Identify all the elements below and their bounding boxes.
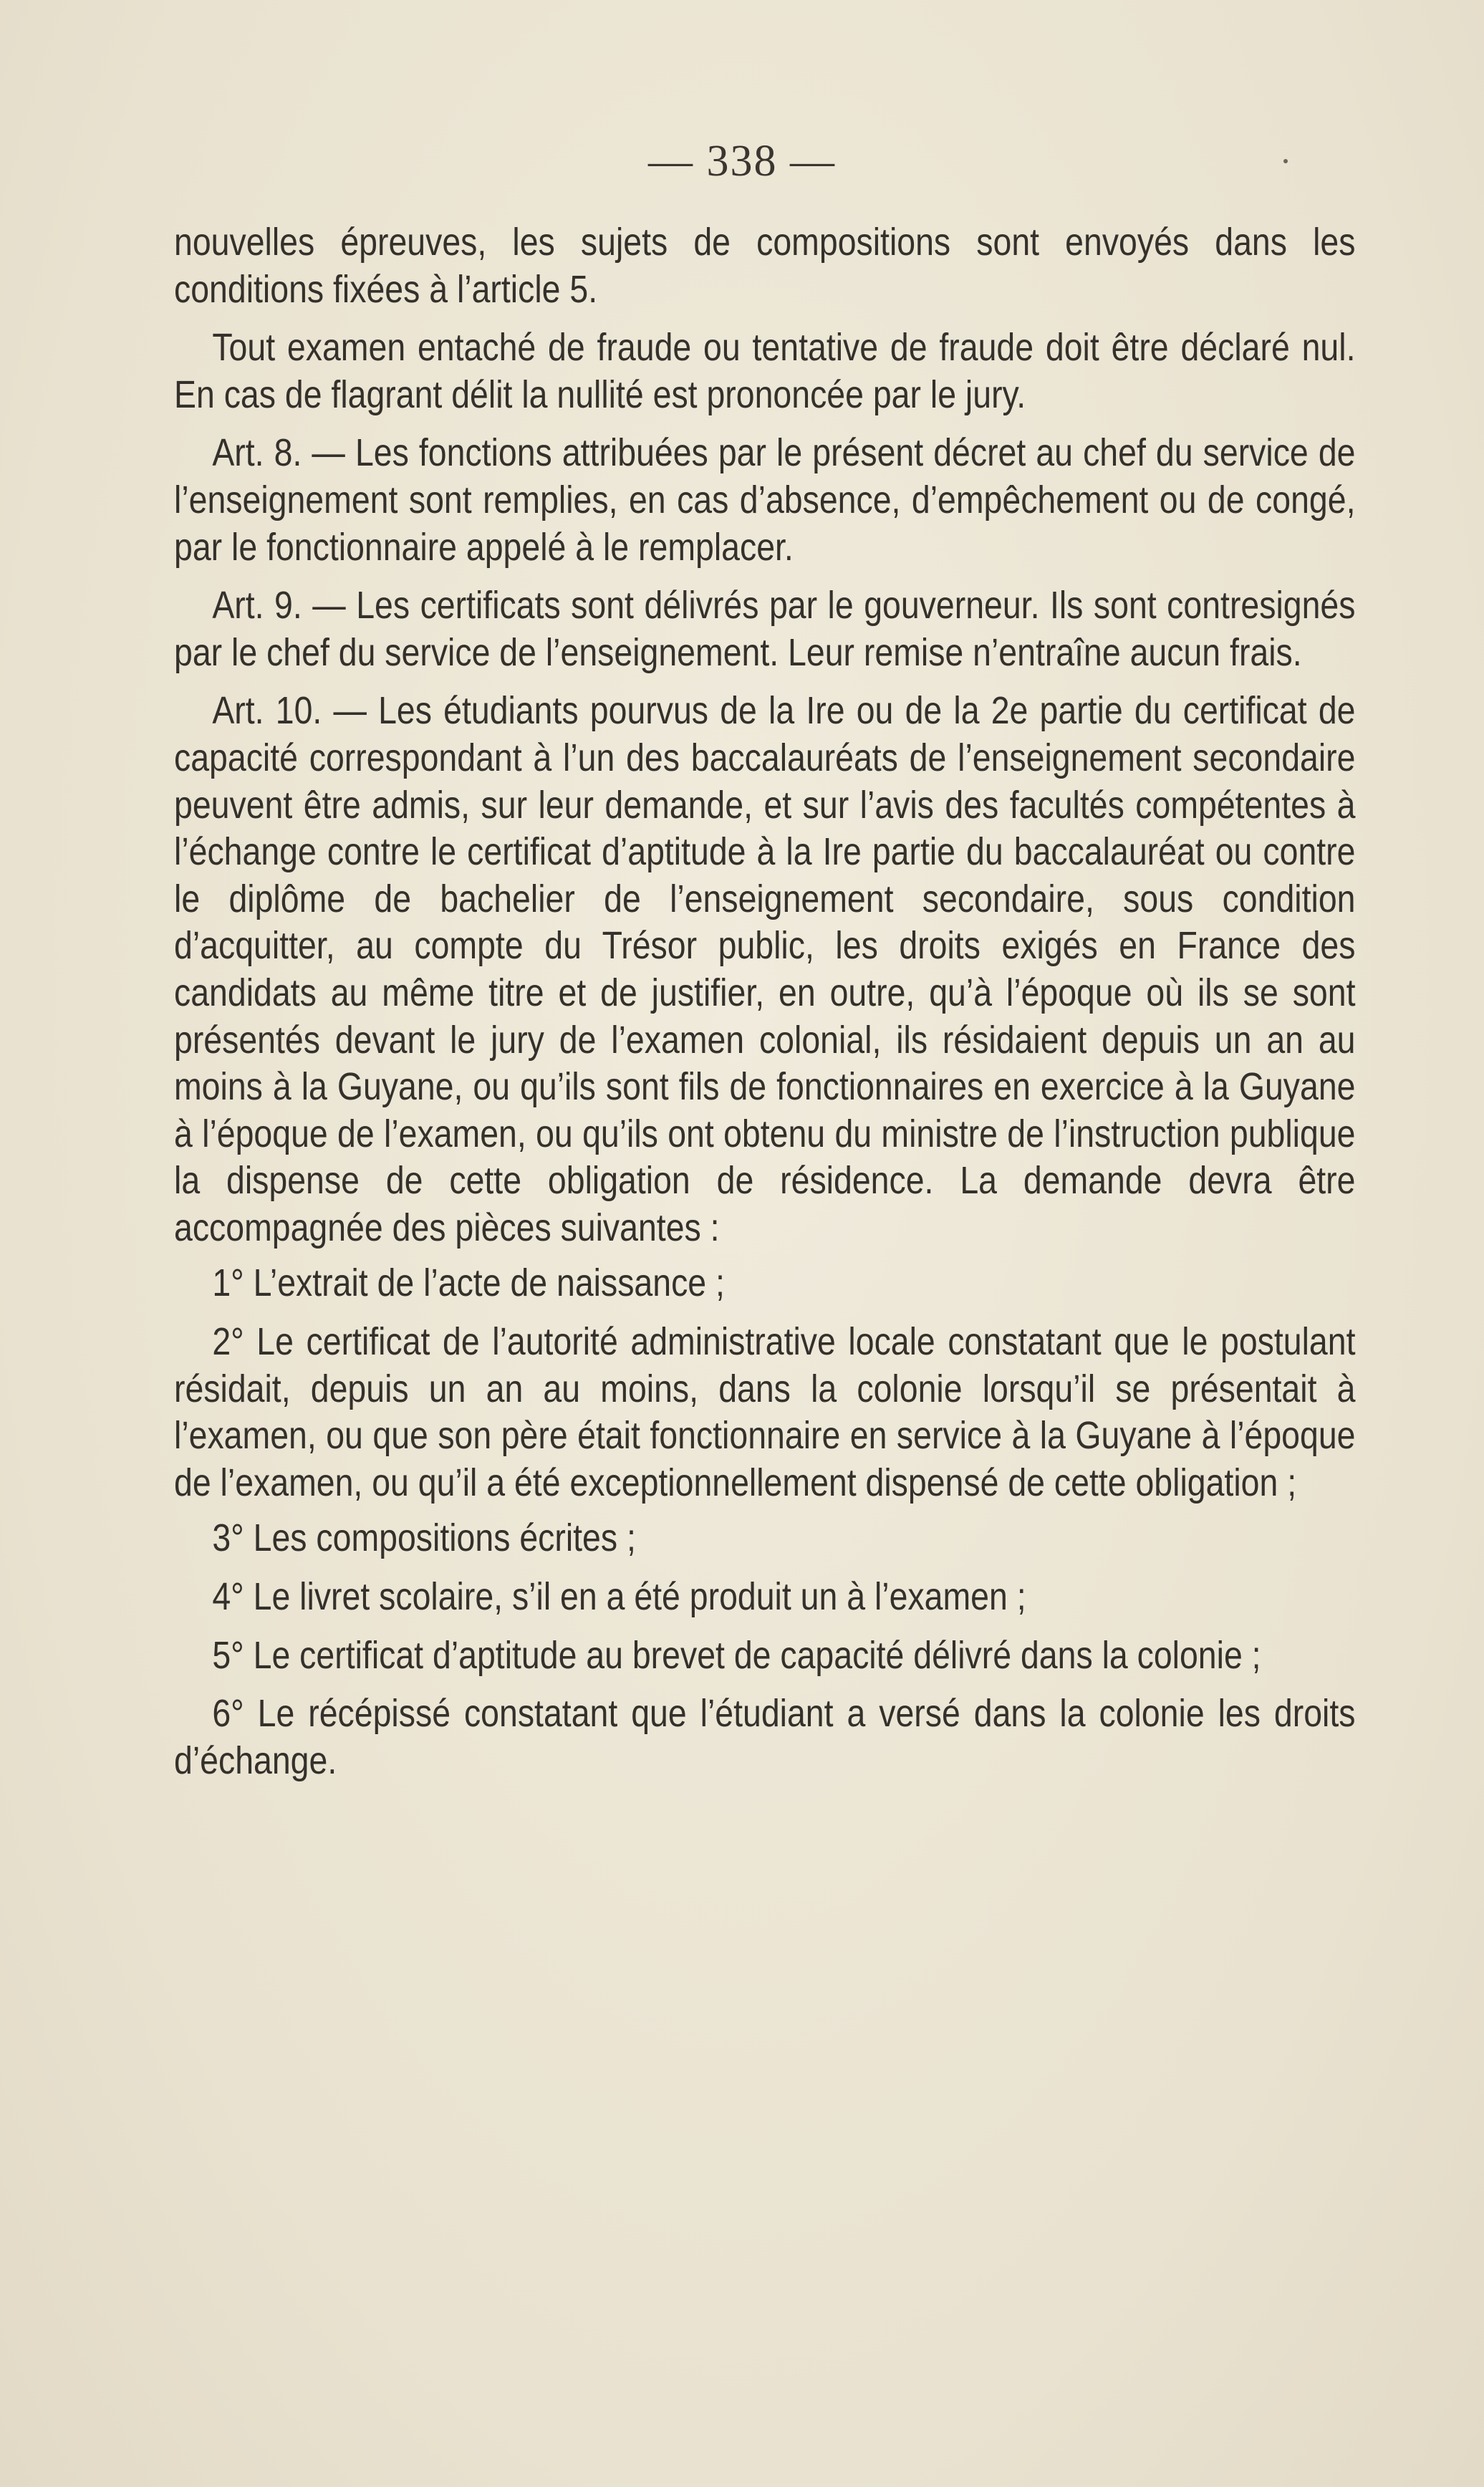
paragraph-article-8: Art. 8. — Les fonctions attribuées par le présent décret au chef du service de l’enseignement sont remplies, en cas d’absence, d’empêchement ou de congé, par le fonctionnaire appelé à le remplacer. xyxy=(174,431,1356,569)
list-item-5: 5° Le certificat d’aptitude au brevet de capacité délivré dans la colonie ; xyxy=(212,1633,1261,1677)
list-item-1: 1° L’extrait de l’acte de naissance ; xyxy=(212,1261,725,1305)
paragraph-article-9: Art. 9. — Les certificats sont délivrés par le gouverneur. Ils sont contresignés par le chef du service de l’enseignement. Leur remise n’entraîne aucun frais. xyxy=(174,584,1356,674)
print-speck xyxy=(1283,159,1288,163)
page-number: — 338 — xyxy=(648,137,836,186)
list-item-2: 2° Le certificat de l’autorité administrative locale constatant que le postulant résidait, depuis un an au moins, dans la colonie lorsqu’il se présentait à l’examen, ou que son père était fonctionnaire en service à la Guyane à l’époque de l’examen, ou qu’il a été exceptionnellement dispensé de cette obligation ; xyxy=(174,1320,1356,1504)
paragraph-fraud: Tout examen entaché de fraude ou tentative de fraude doit être déclaré nul. En cas de flagrant délit la nullité est prononcée par le jury. xyxy=(174,326,1356,416)
list-item-4: 4° Le livret scolaire, s’il en a été produit un à l’examen ; xyxy=(212,1575,1026,1619)
list-item-3: 3° Les compositions écrites ; xyxy=(212,1516,636,1560)
list-item-6: 6° Le récépissé constatant que l’étudiant a versé dans la colonie les droits d’échange. xyxy=(174,1692,1356,1782)
body-text xyxy=(174,219,1356,1784)
paragraph-article-10: Art. 10. — Les étudiants pourvus de la Ire ou de la 2e partie du certificat de capacité correspondant à l’un des baccalauréats de l’enseignement secondaire peuvent être admis, sur leur demande, et sur l’avis des facultés compétentes à l’échange contre le certificat d’aptitude à la Ire partie du baccalauréat ou contre le diplôme de bachelier de l’enseignement secondaire, sous condition d’acquitter, au compte du Trésor public, les droits exigés en France des candidats au même titre et de justifier, en outre, qu’à l’époque où ils se sont présentés devant le jury de l’examen colonial, ils résidaient depuis un an au moins à la Guyane, ou qu’ils sont fils de fonctionnaires en exercice à la Guyane à l’époque de l’examen, ou qu’ils ont obtenu du ministre de l’instruction publique la dispense de cette obligation de résidence. La demande devra être accompagnée des pièces suivantes : xyxy=(174,689,1356,1249)
paragraph-continuation: nouvelles épreuves, les sujets de compositions sont envoyés dans les conditions fixées à l’article 5. xyxy=(174,221,1356,311)
